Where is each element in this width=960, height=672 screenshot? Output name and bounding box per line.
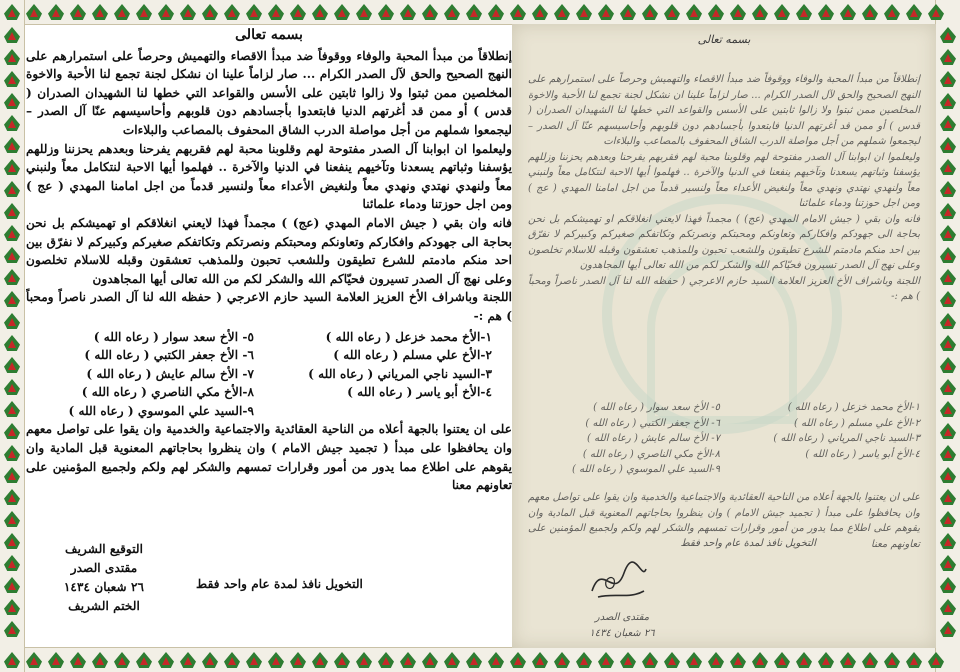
scan-handwritten-body (528, 72, 920, 305)
border-ornament-icon (1, 1, 23, 23)
border-ornament-icon (793, 649, 815, 671)
border-ornament-icon (397, 1, 419, 23)
border-ornament-icon (243, 649, 265, 671)
scan-member-item: ٢-الأخ علي مسلم ( رعاه الله ) (794, 417, 920, 429)
member-item: ٢-الأخ علي مسلم ( رعاه الله ) (333, 348, 492, 363)
border-ornament-icon (1, 112, 23, 134)
scan-member-item: ٦- الأخ جعفر الكتبي ( رعاه الله ) (585, 417, 720, 429)
border-ornament-icon (89, 649, 111, 671)
border-ornament-icon (1, 156, 23, 178)
border-ornament-icon (683, 1, 705, 23)
handwritten-signature-icon (584, 551, 654, 611)
transcription-panel (26, 26, 512, 646)
border-ornament-icon (1, 200, 23, 222)
border-ornament-icon (1, 90, 23, 112)
border-ornament-icon (23, 1, 45, 23)
border-ornament-icon (937, 288, 959, 310)
border-ornament-icon (705, 1, 727, 23)
border-ornament-icon (243, 1, 265, 23)
border-ornament-icon (793, 1, 815, 23)
border-ornament-icon (859, 1, 881, 23)
border-ornament-icon (837, 649, 859, 671)
border-ornament-icon (441, 1, 463, 23)
border-ornament-icon (937, 266, 959, 288)
border-ornament-icon (419, 1, 441, 23)
border-ornament-icon (529, 1, 551, 23)
scan-paragraph: وليعلموا ان ابوابنا آل الصدر مفتوحة لهم وقلوبنا محبة لهم فقربهم يفرحنا وبعدهم يحزننا وزللهم يؤسفنا وثباتهم يسعدنا وتآخيهم ينفعنا في الدنيا والآخرة .. فهلموا أيها الاحبة لنتكامل معاً ولنبني معاً ولنهدي نهتدي ونهدي معاً ولنغيض الأعداء معاً ولنسير قدماً من اجل امامنا المهدي ( عج ) ومن اجل حوزتنا ودماء علمائنا (528, 151, 920, 209)
border-ornament-icon (771, 1, 793, 23)
scan-member-item: ٤-الأخ أبو ياسر ( رعاه الله ) (805, 448, 920, 460)
border-ornament-icon (551, 649, 573, 671)
member-item: ٧- الأخ سالم عايش ( رعاه الله ) (86, 366, 254, 381)
border-ornament-icon (551, 1, 573, 23)
scan-member-item: ٧- الأخ سالم عايش ( رعاه الله ) (587, 433, 720, 444)
border-ornament-icon (1, 222, 23, 244)
border-motifs-bottom (1, 649, 947, 671)
border-ornament-icon (287, 649, 309, 671)
border-ornament-icon (67, 1, 89, 23)
border-ornament-icon (837, 1, 859, 23)
border-ornament-icon (937, 178, 959, 200)
border-ornament-icon (1, 178, 23, 200)
border-ornament-icon (309, 649, 331, 671)
border-ornament-icon (937, 46, 959, 68)
border-ornament-icon (309, 1, 331, 23)
border-ornament-icon (661, 1, 683, 23)
member-item: ٤-الأخ أبو ياسر ( رعاه الله ) (347, 385, 492, 400)
border-ornament-icon (1, 376, 23, 398)
border-ornament-icon (937, 134, 959, 156)
scan-member-item: ٨-الأخ مكي الناصري ( رعاه الله ) (582, 448, 720, 460)
border-ornament-icon (419, 649, 441, 671)
paragraph-duties: على ان يعتنوا بالجهة أعلاه من الناحية العقائدية والاجتماعية والخدمية وان يقوا على تواصل معهم وان يحافظوا على مبدأ ( تجميد جيش الامام ) وان ينظروا بحاجاتهم المعنوية قبل المادية وان يقوهم على اطلاع مما يدور من أمور وقرارات تمسهم والشكر لهم ولكم ولجميع المؤمنين على تعاونهم معنا (26, 422, 512, 493)
border-ornament-icon (937, 376, 959, 398)
border-ornament-icon (133, 649, 155, 671)
border-ornament-icon (937, 574, 959, 596)
scan-member-item-empty (728, 462, 920, 478)
border-ornament-icon (1, 266, 23, 288)
border-ornament-icon (1, 24, 23, 46)
border-ornament-icon (111, 649, 133, 671)
signature-label: التوقيع الشريف (64, 542, 143, 556)
border-ornament-icon (925, 649, 947, 671)
border-ornament-icon (639, 649, 661, 671)
border-ornament-icon (815, 649, 837, 671)
border-ornament-icon (221, 649, 243, 671)
scan-signature-text (572, 610, 672, 641)
border-ornament-icon (375, 1, 397, 23)
scan-signer-name: مقتدى الصدر (594, 612, 650, 623)
border-ornament-icon (937, 332, 959, 354)
scan-validity-note: التخويل نافذ لمدة عام واحد فقط (680, 538, 816, 549)
scan-member-item: ١-الأخ محمد خزعل ( رعاه الله ) (787, 402, 920, 413)
border-ornament-icon (23, 649, 45, 671)
border-ornament-icon (1, 68, 23, 90)
border-ornament-icon (463, 649, 485, 671)
border-ornament-icon (771, 649, 793, 671)
document-title: بسمه تعالى (235, 27, 303, 43)
paragraph-army-frozen: فانه وان بقي ( جيش الامام المهدي (عج) ) مجمداً فهذا لايعني انغلاقكم او تهميشكم بل نحن بحاجة الى جهودكم وافكاركم وتعاونكم ومحبتكم ونصرتكم وتكاتفكم صغيركم وكبيركم لا نفرّق بين احد منكم مادمتم للشرع تطيقون وللشعب تحبون وللمذهب تعشقون وقبله للاسلام تخلصون وعلى نهج آل الصدر تسيرون فحيّاكم الله والشكر لكم من الله تعالى أيها المجاهدون (26, 215, 512, 286)
border-ornament-icon (937, 68, 959, 90)
border-ornament-icon (155, 1, 177, 23)
border-ornament-icon (1, 354, 23, 376)
border-ornament-icon (937, 354, 959, 376)
border-ornament-icon (529, 649, 551, 671)
border-ornament-icon (573, 649, 595, 671)
scan-signature-date: ٢٦ شعبان ١٤٣٤ (589, 627, 655, 639)
border-ornament-icon (1, 310, 23, 332)
paragraph-doors-open: وليعلموا ان ابوابنا آل الصدر مفتوحة لهم وقلوبنا محبة لهم فقربهم يفرحنا وبعدهم يحزننا وزللهم يؤسفنا وثباتهم يسعدنا وتآخيهم ينفعنا في الدنيا والآخرة .. فهلموا أيها الاحبة لنتكامل معاً ولنبني معاً ولنهدي نهتدي ونهدي معاً ولنغيض الأعداء معاً ولنسير قدماً من اجل امامنا المهدي ( عج ) ومن اجل حوزتنا ودماء علمائنا (26, 141, 512, 212)
border-ornament-icon (661, 649, 683, 671)
member-item: ١-الأخ محمد خزعل ( رعاه الله ) (325, 329, 492, 344)
paragraph-committee: اللجنة وباشراف الأخ العزيز العلامة السيد حازم الاعرجي ( حفظه الله لنا آل الصدر ناصراً ومحباً ) هم :- (26, 290, 512, 323)
border-ornament-icon (859, 649, 881, 671)
border-ornament-icon (485, 649, 507, 671)
border-ornament-icon (595, 649, 617, 671)
border-ornament-icon (89, 1, 111, 23)
border-ornament-icon (1, 618, 23, 640)
border-ornament-icon (221, 1, 243, 23)
border-ornament-icon (111, 1, 133, 23)
border-ornament-icon (937, 90, 959, 112)
member-item: ٨-الأخ مكي الناصري ( رعاه الله ) (81, 385, 254, 400)
border-ornament-icon (1, 649, 23, 671)
border-ornament-icon (67, 649, 89, 671)
scan-member-item: ٥- الأخ سعد سوار ( رعاه الله ) (593, 402, 720, 413)
border-ornament-icon (45, 649, 67, 671)
border-ornament-icon (727, 1, 749, 23)
scan-duties-paragraph: على ان يعتنوا بالجهة أعلاه من الناحية العقائدية والاجتماعية والخدمية وان يقوا على تواصل معهم وان يحافظوا على مبدأ ( تجميد جيش الامام ) وان ينظروا بحاجاتهم المعنوية قبل المادية وان يقوهم على اطلاع مما يدور من أمور وقرارات تمسهم والشكر لهم ولكم ولجميع المؤمنين على تعاونهم معنا (528, 492, 920, 550)
border-ornament-icon (937, 530, 959, 552)
signer-name: مقتدى الصدر (70, 561, 138, 575)
border-ornament-icon (1, 596, 23, 618)
border-ornament-icon (881, 649, 903, 671)
border-ornament-icon (937, 310, 959, 332)
border-ornament-icon (177, 649, 199, 671)
scan-member-item: ٣-السيد ناجي المرياني ( رعاه الله ) (773, 433, 920, 444)
border-ornament-icon (937, 486, 959, 508)
scan-paragraph: فانه وان بقي ( جيش الامام المهدي (عج) ) مجمداً فهذا لايعني انغلاقكم او تهميشكم بل نحن بحاجة الى جهودكم وافكاركم وتعاونكم ومحبتكم ونصرتكم وتكاتفكم صغيركم وكبيركم لا نفرّق بين احد منكم مادمتم للشرع تطيقون وللشعب تحبون وللمذهب تعشقون وقبله للاسلام تخلصون وعلى نهج آل الصدر تسيرون فحيّاكم الله والشكر لكم من الله تعالى أيها المجاهدون (528, 213, 920, 271)
border-ornament-icon (507, 649, 529, 671)
border-ornament-icon (749, 1, 771, 23)
member-item: ٩-السيد علي الموسوي ( رعاه الله ) (68, 403, 254, 418)
scan-paragraph: إنطلاقاً من مبدأ المحبة والوفاء ووقوفاً ضد مبدأ الاقصاء والتهميش وحرصاً على استمرارهم على النهج الصحيح والحق لآل الصدر الكرام ... صار لزاماً علينا ان نشكل لجنة تجمع لنا الأحبة والاخوة المخلصين ممن ثبتوا ولا زالوا ثابتين على الأسس والقواعد التي خطها لنا الشهيدان الصدران ( قدس ) أو ممن قد أغرتهم الدنيا فابتعدوا بأجسادهم دون قلوبهم وأحاسيسهم عنّا آل الصدر – ليجمعوا شملهم من أجل مواصلة الدرب الشاق المحفوف بالمصاعب والبلاءات (528, 74, 920, 147)
signature-date: ٢٦ شعبان ١٤٣٤ (63, 580, 145, 594)
border-ornament-icon (1, 288, 23, 310)
member-item-empty (264, 402, 492, 421)
border-ornament-icon (937, 442, 959, 464)
border-ornament-icon (1, 420, 23, 442)
border-ornament-icon (1, 244, 23, 266)
border-ornament-icon (1, 552, 23, 574)
committee-members-list (26, 328, 492, 421)
border-ornament-icon (881, 1, 903, 23)
border-ornament-icon (375, 649, 397, 671)
border-ornament-icon (331, 1, 353, 23)
border-ornament-icon (45, 1, 67, 23)
border-ornament-icon (937, 420, 959, 442)
border-ornament-icon (937, 244, 959, 266)
border-ornament-icon (639, 1, 661, 23)
border-ornament-icon (1, 530, 23, 552)
scan-title: بسمه تعالى (697, 33, 751, 46)
border-ornament-icon (1, 332, 23, 354)
border-ornament-icon (199, 1, 221, 23)
scan-member-item: ٩-السيد علي الموسوي ( رعاه الله ) (572, 464, 720, 475)
member-item: ٥- الأخ سعد سوار ( رعاه الله ) (93, 329, 254, 344)
border-ornament-icon (937, 112, 959, 134)
border-ornament-icon (1, 486, 23, 508)
scan-paragraph: اللجنة وباشراف الأخ العزيز العلامة السيد حازم الاعرجي ( حفظه الله لنا آل الصدر ناصراً ومحباً ) هم :- (528, 275, 920, 302)
border-ornament-icon (441, 649, 463, 671)
border-ornament-icon (1, 46, 23, 68)
border-ornament-icon (937, 618, 959, 640)
border-ornament-icon (133, 1, 155, 23)
border-motifs-top (1, 1, 947, 23)
paragraph-intro: إنطلاقاً من مبدأ المحبة والوفاء ووقوفاً ضد مبدأ الاقصاء والتهميش وحرصاً على استمرارهم على النهج الصحيح والحق لآل الصدر الكرام ... صار لزاماً علينا ان نشكل لجنة تجمع لنا الأحبة والاخوة المخلصين ممن ثبتوا ولا زالوا ثابتين على الأسس والقواعد التي خطها لنا الشهيدان الصدران ( قدس ) أو ممن قد أغرتهم الدنيا فابتعدوا بأجسادهم دون قلوبهم وأحاسيسهم عنّا آل الصدر – ليجمعوا شملهم من أجل مواصلة الدرب الشاق المحفوف بالمصاعب والبلاءات (26, 48, 512, 137)
border-ornament-icon (463, 1, 485, 23)
border-ornament-icon (617, 649, 639, 671)
border-ornament-icon (925, 1, 947, 23)
border-ornament-icon (683, 649, 705, 671)
border-ornament-icon (353, 649, 375, 671)
border-ornament-icon (177, 1, 199, 23)
scanned-original-letter (512, 24, 936, 648)
border-ornament-icon (903, 649, 925, 671)
border-ornament-icon (265, 1, 287, 23)
border-ornament-icon (1, 134, 23, 156)
border-ornament-icon (331, 649, 353, 671)
border-ornament-icon (937, 552, 959, 574)
border-ornament-icon (573, 1, 595, 23)
border-ornament-icon (507, 1, 529, 23)
border-ornament-icon (287, 1, 309, 23)
border-ornament-icon (937, 464, 959, 486)
border-ornament-icon (937, 24, 959, 46)
border-ornament-icon (617, 1, 639, 23)
member-item: ٦- الأخ جعفر الكتبي ( رعاه الله ) (84, 348, 254, 363)
border-ornament-icon (1, 464, 23, 486)
border-ornament-icon (937, 200, 959, 222)
member-item: ٣-السيد ناجي المرياني ( رعاه الله ) (308, 366, 492, 381)
border-ornament-icon (1, 574, 23, 596)
border-ornament-icon (937, 222, 959, 244)
border-ornament-icon (937, 398, 959, 420)
border-ornament-icon (937, 156, 959, 178)
border-ornament-icon (749, 649, 771, 671)
border-ornament-icon (595, 1, 617, 23)
signature-block (44, 540, 164, 616)
border-ornament-icon (155, 649, 177, 671)
border-ornament-icon (1, 442, 23, 464)
border-motifs-left (1, 24, 23, 640)
border-ornament-icon (265, 649, 287, 671)
border-ornament-icon (1, 398, 23, 420)
border-motifs-right (937, 24, 959, 640)
border-ornament-icon (1, 508, 23, 530)
border-ornament-icon (199, 649, 221, 671)
border-ornament-icon (485, 1, 507, 23)
border-ornament-icon (937, 596, 959, 618)
border-ornament-icon (705, 649, 727, 671)
border-ornament-icon (815, 1, 837, 23)
border-ornament-icon (903, 1, 925, 23)
border-ornament-icon (397, 649, 419, 671)
border-ornament-icon (937, 508, 959, 530)
scan-members-list (528, 400, 920, 478)
seal-label: الختم الشريف (68, 599, 140, 613)
border-ornament-icon (727, 649, 749, 671)
border-ornament-icon (353, 1, 375, 23)
validity-note: التخويل نافذ لمدة عام واحد فقط (196, 577, 363, 592)
